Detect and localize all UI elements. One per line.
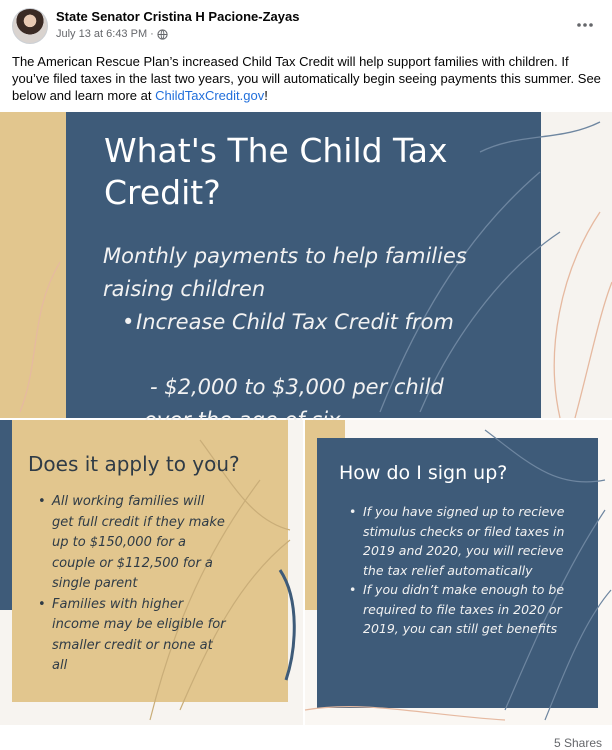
- shares-count[interactable]: 5 Shares: [553, 736, 602, 750]
- post-meta: [56, 28, 168, 40]
- post-text: [12, 53, 602, 104]
- photo-how-to-sign-up[interactable]: [305, 420, 612, 725]
- signup-list: [349, 502, 569, 639]
- top-sub-item: - $2,000 to $3,000 per child: [150, 375, 444, 399]
- globe-icon: [157, 29, 168, 40]
- signup-bullet-1: • If you have signed up to recieve stimulus checks or filed taxes in 2019 and 2020, you will recieve the tax relief automatically: [349, 502, 569, 580]
- apply-list: [38, 492, 228, 677]
- top-title: What's The Child Tax Credit?: [104, 131, 448, 212]
- post-text-body: The American Rescue Plan’s increased Child Tax Credit will help support families with children. If you’ve filed taxes in the last two years, you will automatically begin seeing payments this summer. See below and learn more at: [12, 54, 601, 103]
- meta-separator: ·: [150, 28, 154, 40]
- more-horizontal-icon: [577, 23, 593, 27]
- more-options-button[interactable]: [572, 12, 598, 38]
- post-timestamp[interactable]: July 13 at 6:43 PM: [56, 28, 148, 40]
- top-bullet: • Increase Child Tax Credit from: [122, 306, 502, 339]
- photo-child-tax-credit[interactable]: [0, 112, 612, 418]
- post-header: [0, 0, 612, 50]
- top-subtitle: Monthly payments to help families raising children: [103, 244, 467, 301]
- apply-bullet-1: • All working families will get full credit if they make up to $150,000 for a couple or $112,500 for a single parent: [38, 492, 228, 595]
- author-name[interactable]: State Senator Cristina H Pacione-Zayas: [56, 9, 300, 24]
- post-text-end: !: [264, 88, 268, 103]
- apply-bullet-2: • Families with higher income may be eligible for smaller credit or none at all: [38, 595, 228, 677]
- apply-title: Does it apply to you?: [28, 452, 240, 476]
- signup-bullet-2: • If you didn’t make enough to be required to file taxes in 2020 or 2019, you can still get benefits: [349, 580, 569, 639]
- photo-does-it-apply[interactable]: [0, 420, 303, 725]
- signup-title: How do I sign up?: [339, 462, 508, 484]
- childtaxcredit-link[interactable]: ChildTaxCredit.gov: [155, 88, 265, 103]
- author-avatar[interactable]: [12, 8, 48, 44]
